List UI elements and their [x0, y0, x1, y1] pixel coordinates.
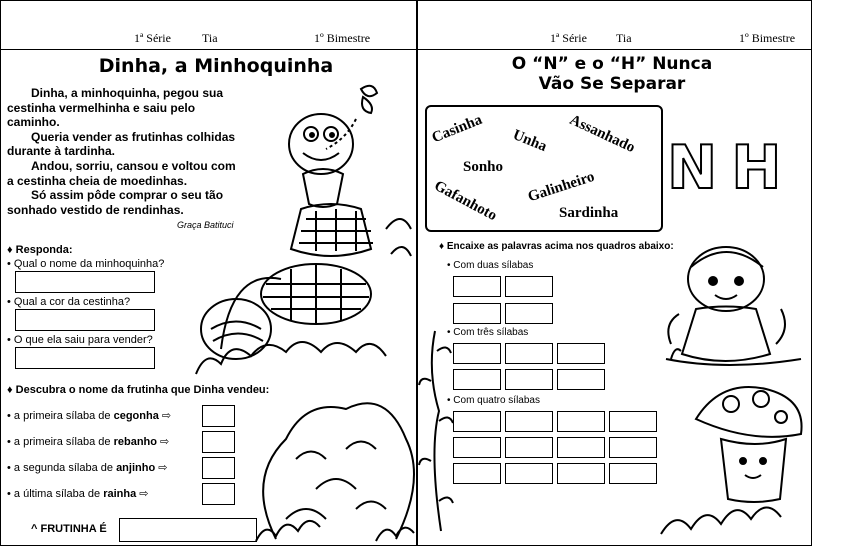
- page-title: O “N” e o “H” Nunca: [511, 54, 713, 74]
- four-syllable-box[interactable]: [557, 437, 605, 458]
- header-term: 1º Bimestre: [314, 31, 371, 45]
- group-two-label: • Com duas sílabas: [447, 260, 534, 271]
- bush-illustration: [246, 369, 416, 544]
- respond-text: Responda:: [15, 244, 73, 256]
- story-line: cestinha vermelhinha e saiu pelo: [7, 100, 196, 115]
- instruction: ♦ Encaixe as palavras acima nos quadros abaixo:: [439, 241, 674, 252]
- story-line: Queria vender as frutinhas colhidas: [31, 129, 236, 144]
- fruit-label: ^ FRUTINHA É: [31, 523, 107, 535]
- story-line: sonhado vestido de rendinhas.: [7, 202, 184, 217]
- word-sonho: Sonho: [463, 159, 504, 175]
- syllable-box-4[interactable]: [202, 483, 235, 505]
- four-syllable-box[interactable]: [505, 411, 553, 432]
- group-four-label: • Com quatro sílabas: [447, 395, 540, 406]
- answer-box-3[interactable]: [15, 347, 155, 369]
- syllable-box-1[interactable]: [202, 405, 235, 427]
- word-unha: Unha: [510, 127, 549, 156]
- word-casinha: Casinha: [429, 111, 485, 147]
- syllable-word: rainha: [103, 488, 137, 500]
- question-text: Qual o nome da minhoquinha?: [13, 258, 165, 270]
- nh-letters-icon: NH: [667, 133, 796, 203]
- four-syllable-box[interactable]: [453, 463, 501, 484]
- question-text: Qual a cor da cestinha?: [13, 296, 131, 308]
- syllable-word: cegonha: [113, 410, 159, 422]
- syllable-row-3: • a segunda sílaba de anjinho ⇨: [7, 462, 168, 474]
- syllable-row-4: • a última sílaba de rainha ⇨: [7, 488, 149, 500]
- story-line: durante à tardinha.: [7, 144, 116, 159]
- story-line: caminho.: [7, 115, 60, 130]
- four-syllable-box[interactable]: [609, 437, 657, 458]
- syllable-row-2: • a primeira sílaba de rebanho ⇨: [7, 436, 170, 448]
- fruit-answer-box[interactable]: [119, 518, 257, 542]
- header-grade: 1ª Série: [550, 31, 587, 45]
- nh-letters-illustration: [667, 133, 805, 203]
- syllable-row-1: • a primeira sílaba de cegonha ⇨: [7, 410, 172, 422]
- question-3: • O que ela saiu para vender?: [7, 334, 153, 346]
- header-teacher: Tia: [202, 31, 218, 45]
- girl-and-mushroom-illustration: [651, 239, 811, 539]
- right-worksheet: [416, 0, 812, 546]
- instruction-text: Encaixe as palavras acima nos quadros abaixo:: [446, 241, 674, 252]
- three-syllable-box[interactable]: [505, 343, 553, 364]
- left-worksheet: [0, 0, 418, 546]
- four-syllable-box[interactable]: [557, 411, 605, 432]
- author-credit: Graça Batituci: [177, 220, 234, 230]
- respond-label: ♦ Responda:: [7, 244, 73, 256]
- header-grade: 1ª Série: [134, 31, 171, 45]
- story-line: Dinha, a minhoquinha, pegou sua: [31, 86, 224, 100]
- three-syllable-box[interactable]: [453, 343, 501, 364]
- question-2: • Qual a cor da cestinha?: [7, 296, 131, 308]
- syllable-prefix: a primeira sílaba de: [13, 436, 114, 448]
- syllable-word: rebanho: [113, 436, 157, 448]
- question-1: • Qual o nome da minhoquinha?: [7, 258, 165, 270]
- discover-label: ♦ Descubra o nome da frutinha que Dinha vendeu:: [7, 384, 270, 396]
- syllable-word: anjinho: [116, 462, 156, 474]
- syllable-prefix: a segunda sílaba de: [13, 462, 117, 474]
- word-sardinha: Sardinha: [559, 205, 619, 221]
- header-divider: [417, 49, 811, 50]
- syllable-box-3[interactable]: [202, 457, 235, 479]
- four-syllable-box[interactable]: [453, 437, 501, 458]
- butterfly-icon: [361, 86, 377, 113]
- four-syllable-box[interactable]: [505, 463, 553, 484]
- three-syllable-box[interactable]: [557, 369, 605, 390]
- word-galinheiro: Galinheiro: [526, 168, 597, 206]
- three-syllable-box[interactable]: [557, 343, 605, 364]
- story-line: a cestinha cheia de moedinhas.: [7, 173, 188, 188]
- syllable-prefix: a última sílaba de: [13, 488, 104, 500]
- group-text: Com duas sílabas: [453, 260, 534, 271]
- header-divider: [1, 49, 417, 50]
- group-text: Com quatro sílabas: [453, 395, 540, 406]
- two-syllable-box[interactable]: [505, 276, 553, 297]
- four-syllable-box[interactable]: [453, 411, 501, 432]
- four-syllable-box[interactable]: [609, 463, 657, 484]
- story-line: Andou, sorriu, cansou e voltou com: [31, 158, 236, 173]
- two-syllable-box[interactable]: [453, 303, 501, 324]
- page-subtitle: Vão Se Separar: [538, 74, 686, 94]
- two-syllable-box[interactable]: [453, 276, 501, 297]
- page-title: Dinha, a Minhoquinha: [98, 55, 334, 77]
- four-syllable-box[interactable]: [609, 411, 657, 432]
- header-teacher: Tia: [616, 31, 632, 45]
- three-syllable-box[interactable]: [453, 369, 501, 390]
- discover-text: Descubra o nome da frutinha que Dinha vendeu:: [15, 384, 270, 396]
- worm-illustration: [191, 79, 416, 379]
- answer-box-1[interactable]: [15, 271, 155, 293]
- butterfly-icon: [671, 349, 681, 359]
- four-syllable-box[interactable]: [505, 437, 553, 458]
- four-syllable-box[interactable]: [557, 463, 605, 484]
- three-syllable-box[interactable]: [505, 369, 553, 390]
- syllable-prefix: a primeira sílaba de: [13, 410, 114, 422]
- group-text: Com três sílabas: [453, 327, 529, 338]
- word-assanhado: Assanhado: [567, 111, 638, 157]
- two-syllable-box[interactable]: [505, 303, 553, 324]
- group-three-label: • Com três sílabas: [447, 327, 529, 338]
- header-term: 1º Bimestre: [739, 31, 796, 45]
- question-text: O que ela saiu para vender?: [13, 334, 153, 346]
- vine-illustration: [417, 321, 457, 541]
- story-line: Só assim pôde comprar o seu tão: [31, 188, 224, 203]
- answer-box-2[interactable]: [15, 309, 155, 331]
- word-gafanhoto: Gafanhoto: [431, 177, 500, 225]
- girl-icon: [688, 247, 764, 311]
- worm-head: [289, 114, 353, 174]
- syllable-box-2[interactable]: [202, 431, 235, 453]
